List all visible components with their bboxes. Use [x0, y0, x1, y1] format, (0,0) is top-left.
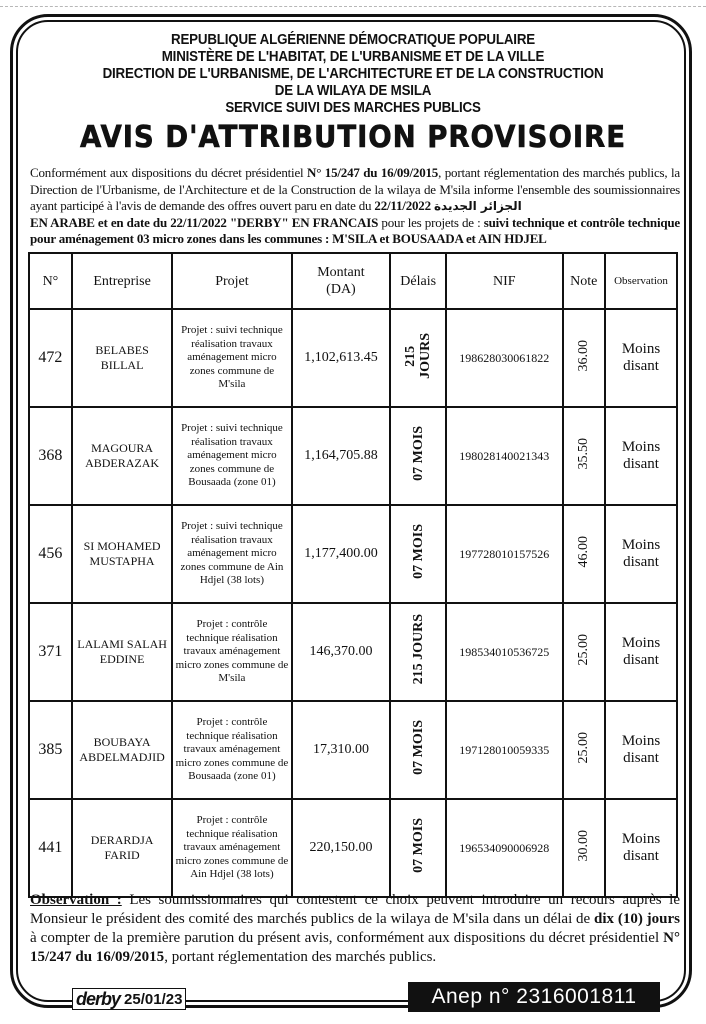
- cell-note-text: 36.00: [576, 339, 592, 372]
- cell-observation: Moins disant: [605, 407, 677, 505]
- col-header-projet: Projet: [172, 253, 291, 309]
- intro-text-2: , portant réglementation des marchés publics, la Direction de l'Urbanisme, de l'Architecture et de la Construction de la wilaya de M'sila informe l'ensemble des soumissionnaires ayant participé à l'avis de demande des offres ouvert paru en date du: [30, 165, 680, 213]
- cell-note: [563, 603, 605, 701]
- publication-date: 22/11/2022: [374, 198, 431, 213]
- table-header-row: [29, 253, 677, 309]
- table-row: [29, 407, 677, 505]
- cell-note: [563, 799, 605, 897]
- cell-nif: 198628030061822: [446, 309, 563, 407]
- cell-observation: Moins disant: [605, 309, 677, 407]
- cell-note-text: 35.50: [576, 437, 592, 470]
- cell-delais: [390, 505, 446, 603]
- header-line-republic: REPUBLIQUE ALGÉRIENNE DÉMOCRATIQUE POPULAIRE: [171, 32, 535, 48]
- cell-num: 371: [29, 603, 72, 701]
- cell-projet: Projet : suivi technique réalisation travaux aménagement micro zones commune de Bousaada (zone 01): [172, 407, 291, 505]
- header-line-wilaya: DE LA WILAYA DE MSILA: [274, 83, 432, 99]
- appeal-delay: dix (10) jours: [594, 911, 680, 927]
- cell-note-text: 30.00: [576, 829, 592, 862]
- observation-text-1: Les soumissionnaires qui contestent ce choix peuvent introduire un recours auprès le Monsieur le président des comité des marchés publics de la wilaya de M'sila dans un délai de: [30, 892, 681, 927]
- cell-projet: Projet : suivi technique réalisation travaux aménagement micro zones commune de Ain Hdjel (38 lots): [172, 505, 291, 603]
- cell-nif: 197128010059335: [446, 701, 563, 799]
- observation-label: Observation :: [30, 892, 122, 908]
- col-header-note: Note: [563, 253, 605, 309]
- cell-delais-text: 07 MOIS: [410, 426, 426, 481]
- cell-delais: [390, 309, 446, 407]
- table-row: [29, 603, 677, 701]
- col-header-nif: NIF: [446, 253, 563, 309]
- cell-delais-text: 215 JOURS: [403, 332, 434, 379]
- cell-delais-text: 07 MOIS: [410, 818, 426, 873]
- cell-montant: 146,370.00: [292, 603, 391, 701]
- intro-paragraph: [30, 165, 680, 248]
- cell-delais-text: 215 JOURS: [410, 614, 426, 685]
- header-line-direction: DIRECTION DE L'URBANISME, DE L'ARCHITECTURE ET DE LA CONSTRUCTION: [102, 66, 604, 82]
- cell-observation: Moins disant: [605, 799, 677, 897]
- cell-delais: [390, 799, 446, 897]
- col-header-observation: Observation: [605, 253, 677, 309]
- cell-note: [563, 505, 605, 603]
- col-header-entreprise: Entreprise: [72, 253, 172, 309]
- cell-delais-text: 07 MOIS: [410, 524, 426, 579]
- cell-entreprise: LALAMI SALAH EDDINE: [72, 603, 172, 701]
- anep-reference-badge: Anep n° 2316001811: [408, 982, 660, 1012]
- publication-stamp-date: 25/01/23: [124, 990, 183, 1008]
- cell-nif: 196534090006928: [446, 799, 563, 897]
- observation-text-3: , portant réglementation des marchés publics.: [164, 949, 437, 965]
- cell-nif: 198028140021343: [446, 407, 563, 505]
- cell-note-text: 25.00: [576, 731, 592, 764]
- cell-montant: 1,177,400.00: [292, 505, 391, 603]
- cell-observation: Moins disant: [605, 603, 677, 701]
- arabic-newspaper-name: الجزائر الجديدة: [433, 199, 522, 213]
- cell-delais-text: 07 MOIS: [410, 720, 426, 775]
- cell-note: [563, 407, 605, 505]
- cell-nif: 198534010536725: [446, 603, 563, 701]
- cell-montant: 220,150.00: [292, 799, 391, 897]
- table-row: [29, 309, 677, 407]
- observation-decree-reference: N° 15/247 du 16/09/2015: [30, 930, 680, 965]
- cell-note-text: 46.00: [576, 535, 592, 568]
- cell-entreprise: SI MOHAMED MUSTAPHA: [72, 505, 172, 603]
- cell-note-text: 25.00: [576, 633, 592, 666]
- cell-note: [563, 701, 605, 799]
- cell-nif: 197728010157526: [446, 505, 563, 603]
- intro-text-1: Conformément aux dispositions du décret présidentiel: [30, 165, 308, 180]
- derby-logo: derby: [76, 988, 121, 1009]
- cell-delais: [390, 407, 446, 505]
- intro-text-3-bold: EN ARABE et en date du 22/11/2022 "DERBY" EN FRANCAIS: [30, 214, 379, 230]
- cell-observation: Moins disant: [605, 701, 677, 799]
- cell-entreprise: BELABES BILLAL: [72, 309, 172, 407]
- cell-montant: 1,164,705.88: [292, 407, 391, 505]
- cell-note: [563, 309, 605, 407]
- cell-delais: [390, 701, 446, 799]
- cell-projet: Projet : contrôle technique réalisation travaux aménagement micro zones commune de Ain Hdjel (38 lots): [172, 799, 291, 897]
- decree-reference: N° 15/247 du 16/09/2015: [307, 165, 439, 180]
- observation-paragraph: [30, 891, 680, 967]
- col-header-montant: Montant (DA): [292, 253, 391, 309]
- cell-observation: Moins disant: [605, 505, 677, 603]
- cell-montant: 1,102,613.45: [292, 309, 391, 407]
- observation-text-2: à compter de la première parution du présent avis, conformément aux dispositions du décret présidentiel: [30, 930, 664, 946]
- cell-num: 472: [29, 309, 72, 407]
- header-block: [47, 32, 660, 117]
- header-line-service: SERVICE SUIVI DES MARCHES PUBLICS: [225, 100, 481, 116]
- cell-projet: Projet : suivi technique réalisation travaux aménagement micro zones commune de M'sila: [172, 309, 291, 407]
- cell-montant: 17,310.00: [292, 701, 391, 799]
- attribution-table: [28, 252, 678, 898]
- cell-num: 368: [29, 407, 72, 505]
- cell-entreprise: MAGOURA ABDERAZAK: [72, 407, 172, 505]
- header-line-ministry: MINISTÈRE DE L'HABITAT, DE L'URBANISME ET DE LA VILLE: [161, 49, 545, 65]
- cell-entreprise: DERARDJA FARID: [72, 799, 172, 897]
- previous-page-edge: [0, 0, 706, 7]
- cell-projet: Projet : contrôle technique réalisation travaux aménagement micro zones commune de M'sila: [172, 603, 291, 701]
- col-header-num: N°: [29, 253, 72, 309]
- cell-projet: Projet : contrôle technique réalisation travaux aménagement micro zones commune de Bousaada (zone 01): [172, 701, 291, 799]
- newspaper-stamp: [72, 988, 186, 1010]
- intro-text-3: pour les projets de :: [378, 214, 484, 230]
- col-header-delais: Délais: [390, 253, 446, 309]
- page-title: AVIS D'ATTRIBUTION PROVISOIRE: [80, 120, 626, 155]
- table-row: [29, 799, 677, 897]
- cell-delais: [390, 603, 446, 701]
- cell-num: 441: [29, 799, 72, 897]
- cell-entreprise: BOUBAYA ABDELMADJID: [72, 701, 172, 799]
- table-row: [29, 701, 677, 799]
- cell-num: 456: [29, 505, 72, 603]
- project-description: suivi technique et contrôle technique pour aménagement 03 micro zones dans les communes : M'SILA et BOUSAADA et AIN HDJEL: [30, 214, 680, 246]
- cell-num: 385: [29, 701, 72, 799]
- table-row: [29, 505, 677, 603]
